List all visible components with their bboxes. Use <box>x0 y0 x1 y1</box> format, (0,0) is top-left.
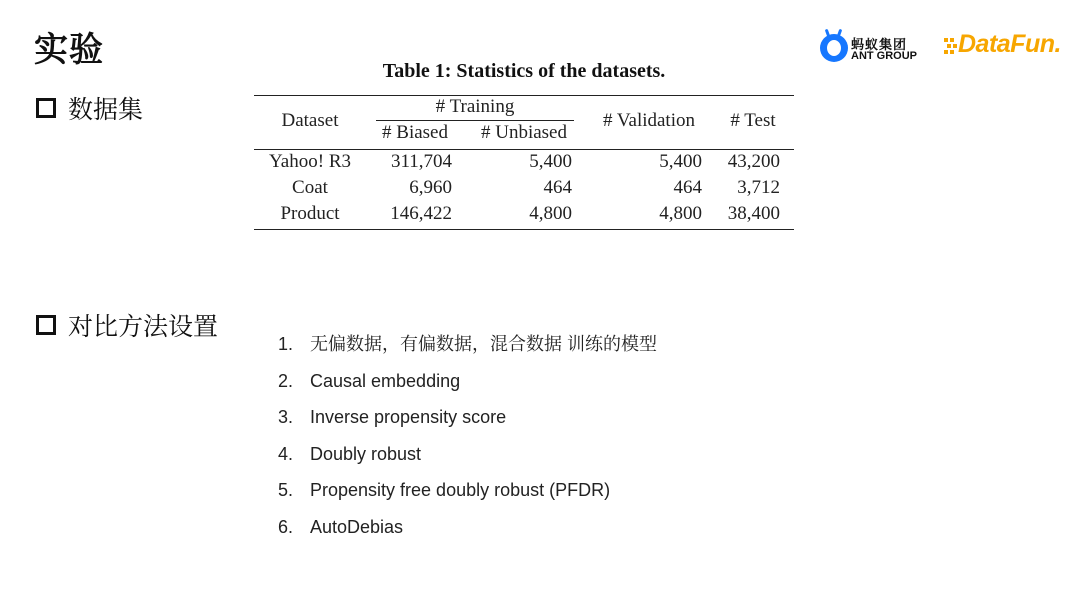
table-row-validation: 4,800 <box>659 203 702 224</box>
table-row-unbiased: 464 <box>543 177 572 198</box>
list-item <box>278 330 657 367</box>
section-datasets <box>36 90 143 126</box>
table-row-unbiased: 4,800 <box>529 203 572 224</box>
datafun-logo-text: DataFun. <box>958 30 1061 58</box>
table-row-test: 43,200 <box>727 151 780 172</box>
table-caption: Table 1: Statistics of the datasets. <box>382 60 666 82</box>
list-item <box>278 367 657 404</box>
list-item-number: 4. <box>278 443 294 464</box>
square-bullet-icon <box>36 98 56 118</box>
table-rule-training <box>376 120 574 121</box>
table-row-biased: 311,704 <box>390 151 452 172</box>
list-item-text: AutoDebias <box>310 516 404 537</box>
list-item <box>278 440 657 477</box>
list-item-number: 3. <box>278 407 294 427</box>
list-item-number: 5. <box>278 480 294 500</box>
section-methods <box>36 307 218 343</box>
header-dataset: Dataset <box>281 110 339 131</box>
list-item-text: Doubly robust <box>310 443 422 464</box>
ant-logo-en: ANT GROUP <box>851 50 917 62</box>
header-training: # Training <box>435 96 515 117</box>
table-row-validation: 5,400 <box>659 151 702 172</box>
header-validation: # Validation <box>602 110 695 131</box>
list-item-text: Causal embedding <box>310 370 461 391</box>
list-item <box>278 476 657 513</box>
list-item-text: Propensity free doubly robust (PFDR) <box>310 480 611 500</box>
table-rule-mid <box>254 149 794 150</box>
list-item-number: 6. <box>278 516 294 537</box>
header-unbiased: # Unbiased <box>480 122 567 143</box>
table-row-dataset: Yahoo! R3 <box>268 151 351 172</box>
list-item-text: Inverse propensity score <box>310 407 507 427</box>
list-item <box>278 403 657 440</box>
section-datasets-label: 数据集 <box>68 95 144 124</box>
table-row-dataset: Product <box>280 203 340 224</box>
list-item-number: 1. <box>278 334 294 354</box>
table-row-biased: 6,960 <box>409 177 452 198</box>
methods-list <box>278 330 657 549</box>
list-item <box>278 513 657 550</box>
list-item-number: 2. <box>278 370 294 391</box>
header-test: # Test <box>730 110 776 131</box>
list-item-text: 无偏数据，有偏数据，混合数据 训练的模型 <box>310 334 657 354</box>
ant-logo-icon <box>820 34 848 62</box>
ant-logo-cn: 蚂蚁集团 <box>851 38 908 53</box>
table-rule-bottom <box>254 229 794 230</box>
square-bullet-icon <box>36 315 56 335</box>
table-row-test: 3,712 <box>737 177 780 198</box>
table-row-validation: 464 <box>673 177 702 198</box>
datafun-logo <box>944 30 1068 64</box>
table-row-biased: 146,422 <box>390 203 452 224</box>
slide-title: 实验 <box>34 30 104 70</box>
table-row-unbiased: 5,400 <box>529 151 572 172</box>
table-row-dataset: Coat <box>292 177 328 198</box>
header-biased: # Biased <box>382 122 448 143</box>
table-row-test: 38,400 <box>727 203 780 224</box>
section-methods-label: 对比方法设置 <box>68 312 219 341</box>
